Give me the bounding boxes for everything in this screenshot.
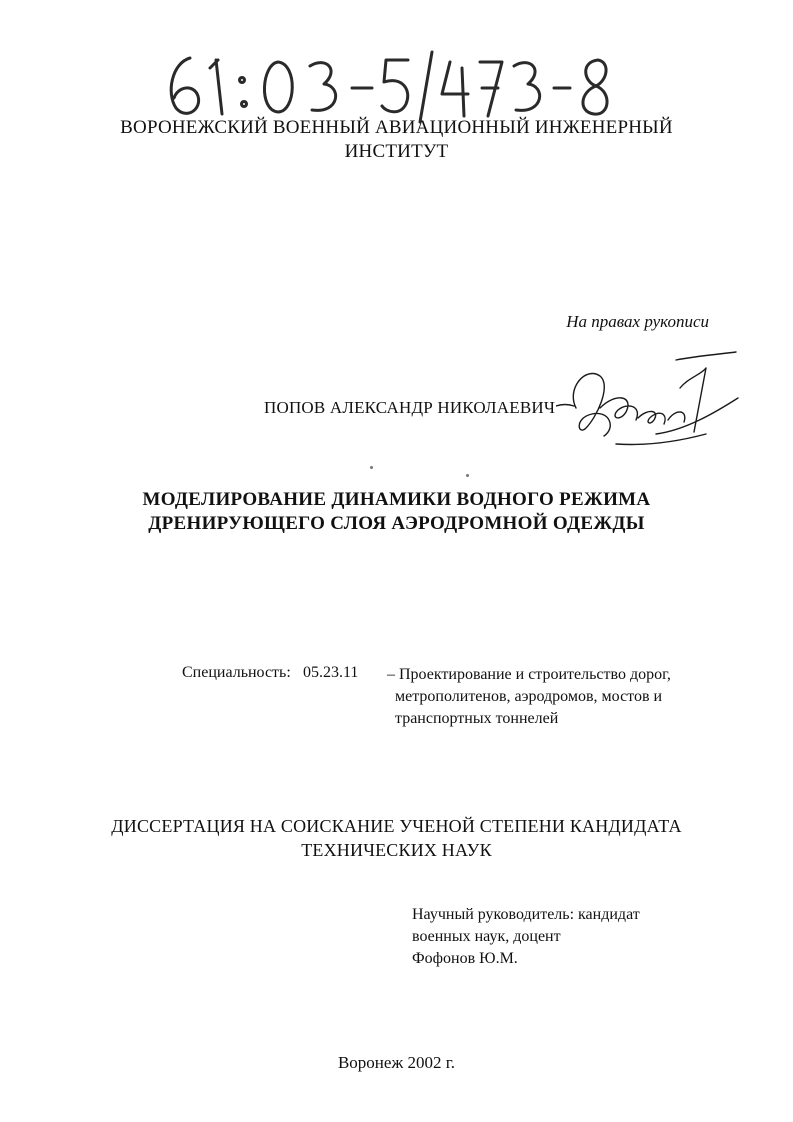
specialty-label: Специальность: [182,664,291,681]
author-signature [556,348,746,458]
author-name: ПОПОВ АЛЕКСАНДР НИКОЛАЕВИЧ [264,398,556,417]
scan-speck [370,466,373,469]
specialty-line-1: – Проектирование и строительство дорог, [387,666,671,683]
archive-number-drawing [150,38,620,128]
scan-speck [466,474,469,477]
specialty-code: 05.23.11 [303,664,359,681]
city-year: Воронеж 2002 г. [337,1053,456,1072]
advisor-line-3: Фофонов Ю.М. [412,950,518,967]
rights-note: На правах рукописи [566,312,709,331]
title-line-1: МОДЕЛИРОВАНИЕ ДИНАМИКИ ВОДНОГО РЕЖИМА [142,489,651,510]
degree-statement [0,814,793,862]
advisor-line-2: военных наук, доцент [412,928,561,945]
title-line-2: ДРЕНИРУЮЩЕГО СЛОЯ АЭРОДРОМНОЙ ОДЕЖДЫ [148,513,645,534]
degree-line-1: ДИССЕРТАЦИЯ НА СОИСКАНИЕ УЧЕНОЙ СТЕПЕНИ КАНДИДАТА [111,816,682,836]
specialty-description [387,664,727,730]
institute-line-1: ВОРОНЕЖСКИЙ ВОЕННЫЙ АВИАЦИОННЫЙ ИНЖЕНЕРНЫЙ [120,117,673,138]
degree-line-2: ТЕХНИЧЕСКИХ НАУК [301,840,492,860]
institute-name [0,116,793,164]
institute-line-2: ИНСТИТУТ [344,141,449,162]
advisor-line-1: Научный руководитель: кандидат [412,906,640,923]
scientific-advisor [412,904,640,970]
dissertation-title [0,488,793,536]
signature-drawing [556,348,746,458]
archive-number-handwritten [150,38,620,128]
specialty-line-2: метрополитенов, аэродромов, мостов и [395,688,663,705]
specialty-line-3: транспортных тоннелей [395,710,559,727]
